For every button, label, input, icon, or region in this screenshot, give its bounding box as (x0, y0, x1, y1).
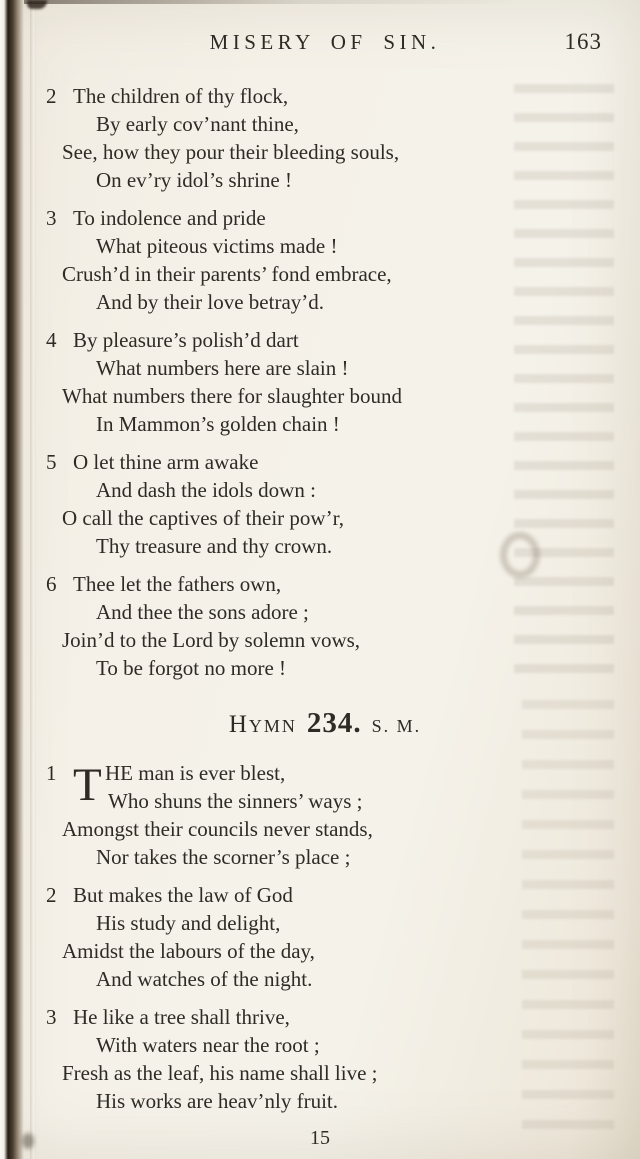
verse-line-text: O let thine arm awake (73, 450, 259, 474)
verse (46, 881, 604, 993)
verse-line: On ev’ry idol’s shrine ! (96, 168, 292, 192)
verse-line: What numbers there for slaughter bound (62, 384, 402, 408)
verse-line (46, 448, 604, 476)
verse-line-text: Thee let the fathers own, (73, 572, 282, 596)
verse-line: What numbers here are slain ! (96, 356, 349, 380)
hymn-number: 234. (306, 707, 362, 739)
page-footer (0, 1127, 640, 1150)
running-title: MISERY OF SIN. (209, 30, 441, 54)
drop-cap: T (73, 759, 102, 811)
verse-line: Fresh as the leaf, his name shall live ; (62, 1061, 378, 1085)
verse-line: O call the captives of their pow’r, (62, 506, 344, 530)
verse-line (46, 881, 604, 909)
verse-line-text: To indolence and pride (73, 206, 266, 230)
hymn-234 (46, 759, 604, 1115)
verse-line-text: He like a tree shall thrive, (73, 1005, 290, 1029)
verse-number: 5 (46, 450, 57, 474)
verse-number: 2 (46, 84, 57, 108)
verse-line-text: But makes the law of God (73, 883, 293, 907)
verse (46, 759, 604, 871)
verse-line: His study and delight, (96, 911, 281, 935)
verse-line: Nor takes the scorner’s place ; (96, 845, 351, 869)
verse-line: Crush’d in their parents’ fond embrace, (62, 262, 392, 286)
verse-line: HE man is ever blest, (105, 761, 286, 785)
hymn-continued (46, 82, 604, 682)
verse-line: And by their love betray’d. (96, 290, 325, 314)
verse-line (46, 326, 604, 354)
verse (46, 448, 604, 560)
verse-number: 3 (46, 1005, 57, 1029)
verse-number: 1 (46, 761, 57, 785)
verse-line (46, 204, 604, 232)
verse-line: To be forgot no more ! (96, 656, 287, 680)
verse-line: Who shuns the sinners’ ways ; (108, 789, 363, 813)
verse-line: What piteous victims made ! (96, 234, 338, 258)
verse-line: His works are heav’nly fruit. (96, 1089, 339, 1113)
verse-line (46, 82, 604, 110)
verse-number: 3 (46, 206, 57, 230)
signature-mark: 15 (310, 1127, 330, 1149)
running-header (46, 30, 604, 64)
verse-line: Amongst their councils never stands, (62, 817, 373, 841)
hymn-heading (46, 704, 604, 747)
verse (46, 570, 604, 682)
verse-line: With waters near the root ; (96, 1033, 320, 1057)
verse-line: In Mammon’s golden chain ! (96, 412, 340, 436)
verse (46, 204, 604, 316)
verse-line: Thy treasure and thy crown. (96, 534, 333, 558)
verse-line (46, 1003, 604, 1031)
verse (46, 326, 604, 438)
verse-number: 4 (46, 328, 57, 352)
verse-number: 6 (46, 572, 57, 596)
verse-line: By early cov’nant thine, (96, 112, 299, 136)
hymn-meter: S. M. (371, 716, 422, 736)
verse-line: And watches of the night. (96, 967, 313, 991)
verse (46, 1003, 604, 1115)
verse-line: Amidst the labours of the day, (62, 939, 315, 963)
verse-line (46, 570, 604, 598)
verse-line-text: The children of thy flock, (73, 84, 289, 108)
verse-line: And dash the idols down : (96, 478, 316, 502)
hymn-label: Hymn (228, 711, 297, 738)
page-number: 163 (564, 29, 602, 54)
verse (46, 82, 604, 194)
verse-line-text: By pleasure’s polish’d dart (73, 328, 299, 352)
verse-line: And thee the sons adore ; (96, 600, 309, 624)
verse-number: 2 (46, 883, 57, 907)
verse-line: Join’d to the Lord by solemn vows, (62, 628, 361, 652)
verse-line: See, how they pour their bleeding souls, (62, 140, 400, 164)
